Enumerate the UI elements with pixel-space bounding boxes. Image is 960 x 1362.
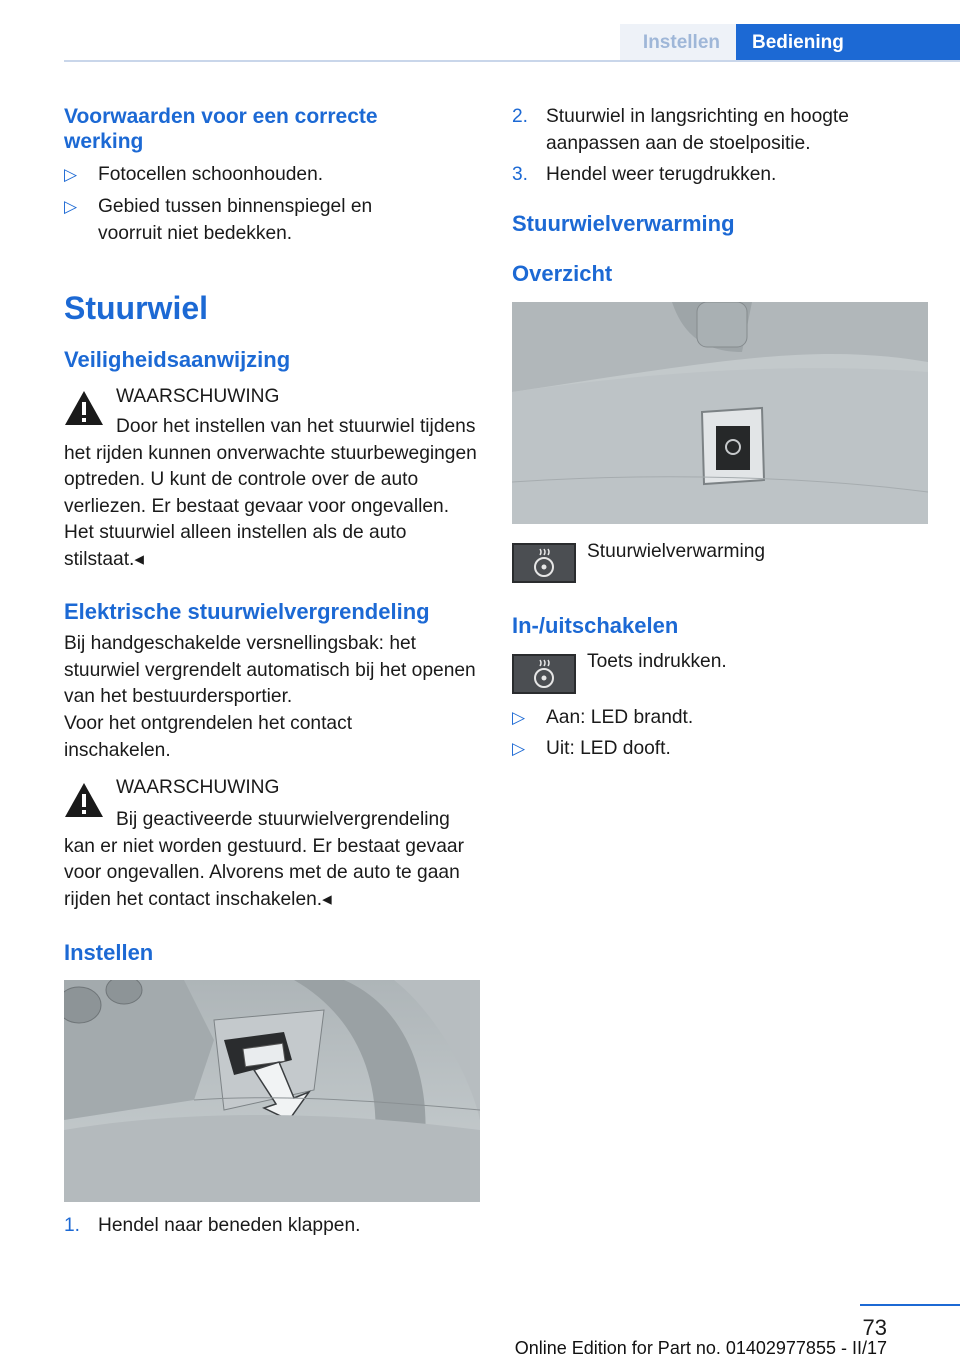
list-item-text: Hendel naar beneden klappen.: [98, 1215, 361, 1236]
bullet-marker: ▷: [64, 165, 78, 184]
list-item-text: Uit: LED dooft.: [546, 738, 671, 759]
steering-heat-button-icon[interactable]: [512, 654, 576, 694]
list-item: [64, 162, 480, 189]
warning-title: WAARSCHUWING: [116, 777, 280, 798]
list-item: [64, 1213, 480, 1240]
conditions-heading: Voorwaarden voor een correcte werking: [64, 105, 378, 153]
steering-lock-heading: Elektrische stuurwielvergrendeling: [64, 599, 430, 624]
onoff-heading: In-/uitschakelen: [512, 613, 679, 638]
header-tab-section-label: Instellen: [642, 32, 720, 53]
steering-lever-illustration: [64, 980, 480, 1202]
warning-title: WAARSCHUWING: [116, 386, 280, 407]
step-number: 1.: [64, 1215, 81, 1236]
section-title: Stuurwiel: [64, 290, 209, 326]
unlock-paragraph: Voor het ontgrendelen het contact inschakelen.: [64, 713, 353, 761]
list-item-text: Gebied tussen binnenspiegel en voorruit niet bedekken.: [98, 196, 373, 244]
heating-button-illustration: [512, 302, 928, 524]
heating-icon-label: Stuurwielverwarming: [587, 541, 766, 562]
safety-heading: Veiligheidsaanwijzing: [64, 347, 291, 372]
press-instruction: Toets indrukken.: [587, 651, 727, 672]
bullet-marker: ▷: [512, 708, 526, 727]
step-number: 3.: [512, 164, 529, 185]
step-number: 2.: [512, 106, 529, 127]
heating-heading: Stuurwielverwarming: [512, 211, 735, 236]
header-tab-chapter[interactable]: [736, 24, 960, 62]
overview-heading: Overzicht: [512, 261, 613, 286]
list-item: [512, 104, 928, 157]
adjust-heading: Instellen: [64, 940, 154, 965]
header-divider: [64, 60, 960, 62]
bullet-marker: ▷: [512, 739, 526, 758]
footer-divider: [860, 1304, 960, 1306]
edition-text: Online Edition for Part no. 01402977855 - II/17: [514, 1338, 887, 1358]
list-item: [512, 705, 928, 732]
page-number: 73: [862, 1315, 887, 1340]
list-item: [64, 194, 480, 247]
bullet-marker: ▷: [64, 197, 78, 216]
list-item-text: Aan: LED brandt.: [546, 707, 694, 728]
list-item-text: Fotocellen schoonhouden.: [98, 164, 324, 185]
warning-text: Bij geactiveerde stuurwielvergrendeling kan er niet worden gestuurd. Er bestaat gevaar voor ongevallen. Alvorens met de auto te gaan rijden het contact inschakelen.◂: [64, 809, 464, 910]
list-item: [512, 736, 928, 763]
list-item: [512, 162, 928, 189]
header-tab-chapter-label: Bediening: [752, 32, 844, 53]
warning-text: Door het instellen van het stuurwiel tijdens het rijden kunnen onverwachte stuurbewegingen optreden. U kunt de controle over de auto verliezen. Er bestaat gevaar voor ongevallen. Het stuurwiel alleen instellen als de auto stilstaat.◂: [64, 416, 477, 570]
steering-lock-paragraph: Bij handgeschakelde versnellingsbak: het stuurwiel vergrendelt automatisch bij het openen van het bestuurdersportier.: [64, 633, 476, 707]
list-item-text: Stuurwiel in langsrichting en hoogte aanpassen aan de stoelpositie.: [546, 106, 849, 154]
steering-heat-icon: [512, 543, 576, 583]
list-item-text: Hendel weer terugdrukken.: [546, 164, 777, 185]
header-tab-section[interactable]: [620, 24, 736, 62]
